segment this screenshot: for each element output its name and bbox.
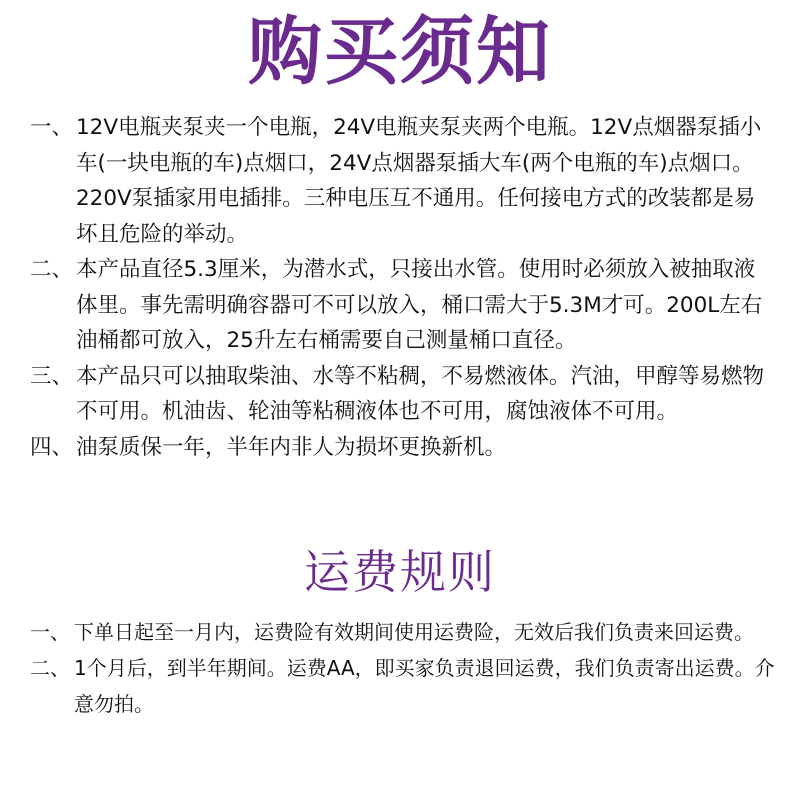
purchase-notice-title: 购买须知 [248,9,552,95]
rule-text: 油泵质保一年，半年内非人为损坏更换新机。 [76,434,507,460]
purchase-rule-2 [30,252,775,359]
rule-marker: 三、 [30,363,74,389]
rule-marker: 二、 [30,257,74,282]
shipping-rule-1 [30,614,775,650]
rule-text: 下单日起至一月内，运费险有效期间使用运费险，无效后我们负责来回运费。 [74,620,754,644]
purchase-rule-3 [30,359,775,430]
rule-marker: 四、 [30,434,74,460]
purchase-rule-4 [30,430,775,466]
rule-marker: 一、 [30,115,74,140]
rule-marker: 二、 [30,656,70,680]
purchase-rules-list [30,110,775,465]
shipping-rules-list [30,614,775,722]
purchase-rule-1 [30,110,775,252]
shipping-rules-title: 运费规则 [304,545,496,599]
rule-text: 本产品只可以抽取柴油、水等不粘稠，不易燃液体。汽油，甲醇等易燃物不可用。机油齿、轮油等粘稠液体也不可用，腐蚀液体不可用。 [76,363,765,424]
shipping-rule-2 [30,650,775,722]
rule-marker: 一、 [30,620,70,644]
rule-text: 1个月后，到半年期间。运费AA，即买家负责退回运费，我们负责寄出运费。介意勿拍。 [74,656,775,716]
rule-text: 本产品直径5.3厘米，为潜水式，只接出水管。使用时必须放入被抽取液体里。事先需明确容器可不可以放入，桶口需大于5.3M才可。200L左右油桶都可放入，25升左右桶需要自己测量桶口直径。 [76,257,763,353]
rule-text: 12V电瓶夹泵夹一个电瓶，24V电瓶夹泵夹两个电瓶。12V点烟器泵插小车(一块电瓶的车)点烟口，24V点烟器泵插大车(两个电瓶的车)点烟口。220V泵插家用电插排。三种电压互不通用。任何接电方式的改装都是易坏且危险的举动。 [76,115,762,247]
